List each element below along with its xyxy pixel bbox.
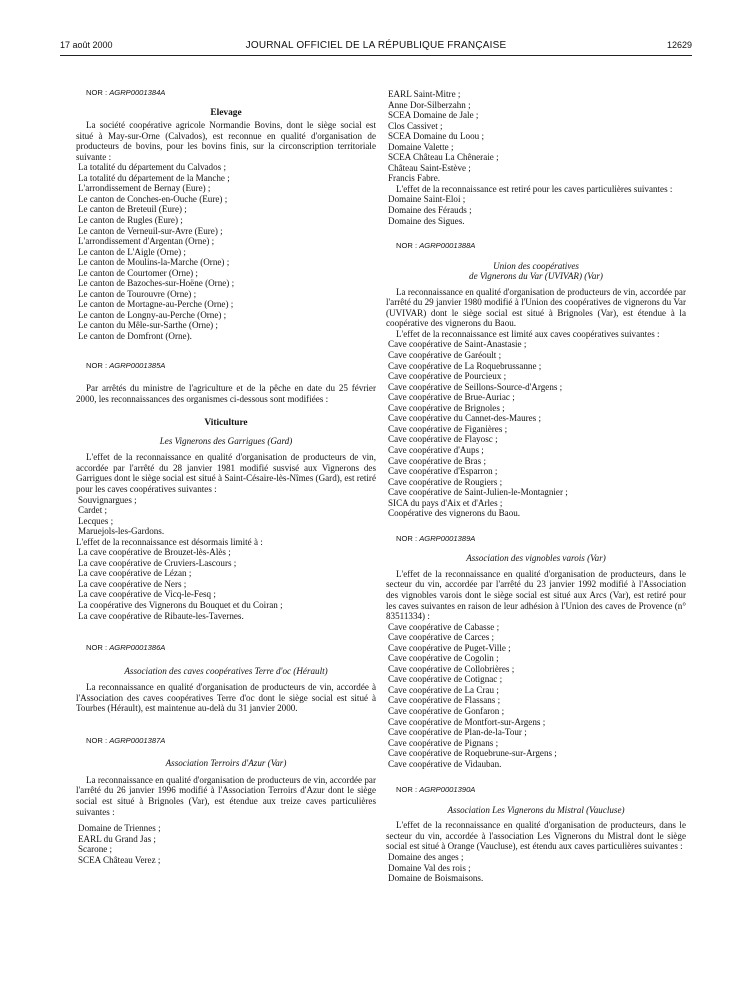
uvivar-limit: L'effet de la reconnaissance est limité aux caves coopératives suivantes : (396, 328, 660, 339)
list-item: Domaine des Férauds ; (388, 205, 472, 216)
list-item: La totalité du département du Calvados ; (78, 162, 226, 173)
list-item: Château Saint-Estève ; (388, 162, 471, 173)
list-item: La cave coopérative de Brouzet-lès-Alès ; (78, 547, 231, 558)
list-item: La totalité du département de la Manche ; (78, 172, 230, 183)
list-item: L'arrondissement de Bernay (Eure) ; (78, 183, 211, 194)
subsection-title-mistral: Association Les Vignerons du Mistral (Vaucluse) (447, 804, 625, 815)
nor-reference: NOR : AGRP0001390A (396, 785, 476, 795)
list-item: Cave coopérative de Puget-Ville ; (388, 642, 511, 653)
list-item: Domaine de Triennes ; (78, 823, 161, 834)
list-item: Cave coopérative de Flayosc ; (388, 434, 498, 445)
nor-reference: NOR : AGRP0001385A (86, 360, 166, 370)
list-item: Domaine Valette ; (388, 141, 454, 152)
section-title-elevage: Elevage (210, 107, 242, 118)
azur-retire: L'effet de la reconnaissance est retiré pour les caves particulières suivantes : (396, 183, 673, 194)
nor-reference: NOR : AGRP0001384A (86, 88, 166, 97)
journal-title: JOURNAL OFFICIEL DE LA RÉPUBLIQUE FRANÇAISE (245, 40, 507, 51)
list-item: Cave coopérative de Pignans ; (388, 737, 499, 748)
subsection-title-varois: Association des vignobles varois (Var) (466, 553, 606, 564)
azur-paragraph: La reconnaissance en qualité d'organisation de producteurs de vin, accordée par l'arrêté du 26 janvier 1996 modifié à l'Association Terroirs d'Azur dont le siège social est situé à Brignoles (Var), est étendue aux treize caves particulières suivantes : (76, 774, 376, 817)
list-item: Le canton de Verneuil-sur-Avre (Eure) ; (78, 225, 223, 236)
list-item: Cave coopérative de Collobrières ; (388, 663, 515, 674)
list-item: SICA du pays d'Aix et d'Arles ; (388, 497, 503, 508)
nor-reference: NOR : AGRP0001387A (86, 735, 166, 745)
subsection-title-terredoc: Association des caves coopératives Terre d'oc (Hérault) (124, 665, 328, 676)
list-item: Cardet ; (78, 505, 108, 516)
list-item: La cave coopérative de Cruviers-Lascours ; (78, 557, 237, 568)
list-item: Souvignargues ; (78, 494, 137, 505)
list-item: Cave coopérative de Plan-de-la-Tour ; (388, 727, 527, 738)
page-header (60, 40, 692, 54)
list-item: La coopérative des Vignerons du Bouquet et du Coiran ; (78, 599, 283, 610)
list-item: Cave coopérative de Cotignac ; (388, 674, 503, 685)
list-item: La cave coopérative de Ribaute-les-Tavernes. (78, 610, 244, 621)
list-item: Anne Dor-Silberzahn ; (388, 99, 471, 110)
garrigues-limit: L'effet de la reconnaissance est désormais limité à : (76, 536, 263, 547)
page-number: 12629 (666, 40, 692, 50)
list-item: Domaine Val des rois ; (388, 862, 471, 873)
elevage-paragraph: La société coopérative agricole Normandie Bovins, dont le siège social est situé à May-sur-Orne (Calvados), est reconnue en qualité d'organisation de producteurs de bovins, pour les bovins finis, sur la circonscription territoriale suivante : (76, 120, 376, 162)
list-item: Cave coopérative d'Esparron ; (388, 466, 498, 477)
list-item: Cave coopérative de Carces ; (388, 632, 495, 643)
list-item: Cave coopérative de Roquebrune-sur-Argens ; (388, 748, 557, 759)
list-item: SCEA Château Verez ; (78, 854, 161, 865)
garrigues-list (76, 495, 376, 537)
list-item: Cave coopérative de Brignoles ; (388, 402, 505, 413)
azur-list (76, 823, 376, 865)
list-item: Cave coopérative de Cabasse ; (388, 621, 500, 632)
uvivar-list (386, 339, 686, 518)
nor-reference: NOR : AGRP0001388A (396, 241, 476, 251)
header-rule (60, 55, 692, 56)
garrigues-list-2 (76, 547, 376, 621)
nor-reference: NOR : AGRP0001386A (86, 643, 166, 653)
azur-list-continued (386, 89, 686, 184)
garrigues-paragraph: L'effet de la reconnaissance en qualité d'organisation de producteurs de vin, accordée par l'arrêté du 28 janvier 1981 modifié susvisé aux Vignerons des Garrigues dont le siège social est situé à Saint-Césaire-lès-Nîmes (Gard), est retiré pour les caves coopératives suivantes : (76, 452, 376, 494)
list-item: Cave coopérative de Flassans ; (388, 695, 501, 706)
left-column (76, 88, 376, 865)
list-item: Cave coopérative de Rougiers ; (388, 476, 503, 487)
list-item: Domaine de Boismaisons. (388, 873, 484, 884)
list-item: Clos Cassivet ; (388, 120, 443, 131)
list-item: Cave coopérative de Pourcieux ; (388, 371, 507, 382)
list-item: Cave coopérative de Bras ; (388, 455, 486, 466)
list-item: Domaine des anges ; (388, 852, 464, 862)
azur-list-3 (386, 194, 686, 226)
list-item: Le canton de Tourouvre (Orne) ; (78, 288, 197, 299)
nor-reference: NOR : AGRP0001389A (396, 533, 476, 543)
list-item: Le canton de Bazoches-sur-Hoëne (Orne) ; (78, 278, 235, 289)
list-item: Le canton de Moulins-la-Marche (Orne) ; (78, 257, 230, 268)
section-title-viticulture: Viticulture (204, 418, 248, 429)
list-item: Domaine Saint-Eloi ; (388, 194, 466, 205)
uvivar-paragraph: La reconnaissance en qualité d'organisation de producteurs de vin, accordée par l'arrêté du 29 janvier 1980 modifié à l'Union des coopératives de vignerons du Var (UVIVAR) dont le siège social est situé à Brignoles (Var), est étendue à la coopérative des vignerons du Baou. (386, 286, 686, 329)
list-item: Le canton de Conches-en-Ouche (Eure) ; (78, 193, 228, 204)
list-item: Le canton de Breteuil (Eure) ; (78, 204, 187, 215)
list-item: Cave coopérative de Vidauban. (388, 758, 502, 769)
list-item: Le canton de Courtomer (Orne) ; (78, 267, 198, 278)
list-item: Cave coopérative de Saint-Anastasie ; (388, 339, 527, 350)
list-item: Cave coopérative de La Roquebrussanne ; (388, 360, 542, 371)
right-column (386, 89, 686, 884)
varois-list (386, 622, 686, 770)
list-item: SCEA Domaine du Loou ; (388, 131, 484, 142)
list-item: Cave coopérative de Brue-Auriac ; (388, 392, 515, 403)
subsection-title-azur: Association Terroirs d'Azur (Var) (165, 758, 287, 769)
subsection-title-uvivar: Union des coopératives de Vignerons du Var (UVIVAR) (Var) (469, 260, 603, 282)
list-item: Le canton de Domfront (Orne). (78, 331, 192, 342)
list-item: Scarone ; (78, 844, 113, 855)
list-item: Le canton de Mortagne-au-Perche (Orne) ; (78, 299, 234, 310)
mistral-list (386, 852, 686, 884)
list-item: Coopérative des vignerons du Baou. (388, 508, 521, 519)
subsection-title-garrigues: Les Vignerons des Garrigues (Gard) (159, 435, 293, 446)
list-item: Cave coopérative de Saint-Julien-le-Montagnier ; (388, 487, 568, 498)
varois-paragraph: L'effet de la reconnaissance en qualité d'organisation de producteurs, dans le secteur du vin, accordée par l'arrêté du 23 janvier 1992 modifié à l'Association des vignobles varois dont le siège social est situé aux Arcs (Var), est retiré pour les caves suivantes en raison de leur adhésion à l'Union des caves de Provence (n° 83511334) : (386, 568, 686, 622)
list-item: La cave coopérative de Ners ; (78, 578, 187, 589)
list-item: Maruejols-les-Gardons. (78, 526, 165, 537)
list-item: Cave coopérative de Garéoult ; (388, 350, 502, 361)
list-item: La cave coopérative de Lézan ; (78, 568, 192, 579)
list-item: Cave coopérative de Figanières ; (388, 423, 508, 434)
header-date: 17 août 2000 (60, 40, 113, 50)
list-item: EARL Saint-Mitre ; (388, 89, 461, 99)
list-item: Cave coopérative de La Crau ; (388, 684, 499, 695)
list-item: Francis Fabre. (388, 173, 441, 184)
list-item: SCEA Château La Chêneraie ; (388, 152, 499, 163)
list-item: Domaine des Sigues. (388, 215, 465, 226)
list-item: Le canton de L'Aigle (Orne) ; (78, 246, 186, 257)
list-item: Lecques ; (78, 515, 114, 526)
list-item: Cave coopérative de Seillons-Source-d'Argens ; (388, 381, 563, 392)
list-item: Le canton de Rugles (Eure) ; (78, 215, 183, 226)
terredoc-paragraph: La reconnaissance en qualité d'organisation de producteurs de vin, accordée à l'Association des caves coopératives Terre d'oc dont le siège social est situé à Tourbes (Hérault), est maintenue au-delà du 31 janvier 2000. (76, 682, 376, 714)
list-item: SCEA Domaine de Jale ; (388, 110, 479, 121)
list-item: EARL du Grand Jas ; (78, 833, 156, 844)
list-item: Cave coopérative de Montfort-sur-Argens ; (388, 716, 546, 727)
list-item: La cave coopérative de Vicq-le-Fesq ; (78, 589, 216, 600)
arretes-paragraph: Par arrêtés du ministre de l'agriculture et de la pêche en date du 25 février 2000, les reconnaissances des organismes ci-dessous sont modifiées : (76, 383, 376, 404)
list-item: Cave coopérative d'Aups ; (388, 444, 484, 455)
list-item: L'arrondissement d'Argentan (Orne) ; (78, 236, 215, 247)
list-item: Le canton de Longny-au-Perche (Orne) ; (78, 309, 227, 320)
list-item: Le canton du Mêle-sur-Sarthe (Orne) ; (78, 320, 218, 331)
list-item: Cave coopérative du Cannet-des-Maures ; (388, 413, 542, 424)
list-item: Cave coopérative de Gonfaron ; (388, 705, 505, 716)
elevage-list (76, 162, 376, 341)
mistral-paragraph: L'effet de la reconnaissance en qualité d'organisation de producteurs, dans le secteur du vin, accordée à l'association Les Vignerons du Mistral dont le siège social est situé à Orange (Vaucluse), est étendu aux caves particulières suivantes : (386, 820, 686, 852)
list-item: Cave coopérative de Cogolin ; (388, 653, 499, 664)
